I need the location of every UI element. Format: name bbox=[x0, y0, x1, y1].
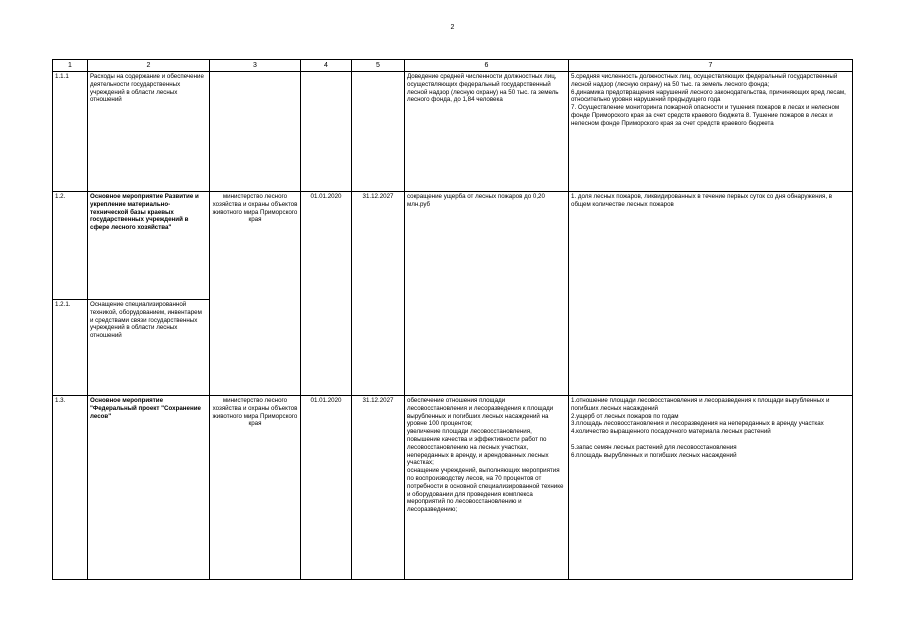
executor: министерство лесного хозяйства и охраны объектов животного мира Приморского края bbox=[210, 396, 301, 580]
header-cell: 6 bbox=[405, 60, 569, 72]
table-row bbox=[53, 72, 853, 192]
header-cell: 4 bbox=[301, 60, 352, 72]
table-row bbox=[53, 192, 853, 300]
table-row bbox=[53, 396, 853, 580]
indicators: 1.отношение площади лесовосстановления и лесоразведения к площади вырубленных и погибших лесных насаждений 2.ущерб от лесных пожаров по годам 3.площадь лесовосстановления и лесоразведения на непереданных в аренду участках 4.количество выращенного посадочного материала лесных растений 5.запас семян лесных растений для лесовосстановления 6.площадь вырубленных и погибших лесных насаждений bbox=[569, 396, 853, 580]
expected-result: сокращение ущерба от лесных пожаров до 0,20 млн.руб bbox=[405, 192, 569, 396]
measure-name: Оснащение специализированной техникой, оборудованием, инвентарем и средствами связи государственных учреждений в области лесных отношений bbox=[88, 300, 210, 396]
header-cell: 1 bbox=[53, 60, 88, 72]
row-number: 1.2.1. bbox=[53, 300, 88, 396]
table-header-row bbox=[53, 60, 853, 72]
expected-result: Доведение средней численности должностных лиц, осуществляющих федеральный государственный лесной надзор (лесную охрану) на 50 тыс. га земель лесного фонда, до 1,84 человека bbox=[405, 72, 569, 192]
header-cell: 3 bbox=[210, 60, 301, 72]
executor-cell bbox=[210, 72, 301, 192]
start-date: 01.01.2020 bbox=[301, 396, 352, 580]
expected-result: обеспечение отношения площади лесовосстановления и лесоразведения к площади вырубленных и погибших лесных насаждений на уровне 100 процентов; увеличение площади лесовосстановления, повышение качества и эффективности работ по лесовосстановлению на лесных участках, непереданных в аренду, и арендованных лесных участках; оснащение учреждений, выполняющих мероприятия по воспроизводству лесов, на 70 процентов от потребности в основной специализированной технике и оборудовании для проведения комплекса мероприятий по лесовосстановлению и лесоразведению; bbox=[405, 396, 569, 580]
indicators: 5.средняя численность должностных лиц, осуществляющих федеральный государственный лесной надзор (лесную охрану) на 50 тыс. га земель лесного фонда; 6.динамика предотвращения нарушений лесного законодательства, причиняющих вред лесам, относительно уровня нарушений предыдущего года 7. Осуществление мониторинга пожарной опасности и тушения пожаров в лесах и нелесном фонде Приморского края за счет средств краевого бюджета 8. Тушение пожаров в лесах и нелесном фонде Приморского края за счет средств краевого бюджета bbox=[569, 72, 853, 192]
header-cell: 2 bbox=[88, 60, 210, 72]
row-number: 1.1.1 bbox=[53, 72, 88, 192]
measure-name: Расходы на содержание и обеспечение деятельности государственных учреждений в области лесных отношений bbox=[88, 72, 210, 192]
header-cell: 7 bbox=[569, 60, 853, 72]
page-number: 2 bbox=[450, 24, 455, 31]
start-date: 01.01.2020 bbox=[301, 192, 352, 396]
end-date: 31.12.2027 bbox=[352, 396, 405, 580]
row-number: 1.2. bbox=[53, 192, 88, 300]
measure-name: Основное мероприятие Развитие и укрепление материально-технической базы краевых государственных учреждений в сфере лесного хозяйства" bbox=[88, 192, 210, 300]
executor: министерство лесного хозяйства и охраны объектов животного мира Приморского края bbox=[210, 192, 301, 396]
row-number: 1.3. bbox=[53, 396, 88, 580]
measure-name: Основное мероприятие "Федеральный проект "Сохранение лесов" bbox=[88, 396, 210, 580]
header-cell: 5 bbox=[352, 60, 405, 72]
end-date-cell bbox=[352, 72, 405, 192]
start-date-cell bbox=[301, 72, 352, 192]
end-date: 31.12.2027 bbox=[352, 192, 405, 396]
program-table bbox=[52, 59, 853, 580]
indicators: 1. доля лесных пожаров, ликвидированных в течение первых суток со дня обнаружения, в общем количестве лесных пожаров bbox=[569, 192, 853, 396]
